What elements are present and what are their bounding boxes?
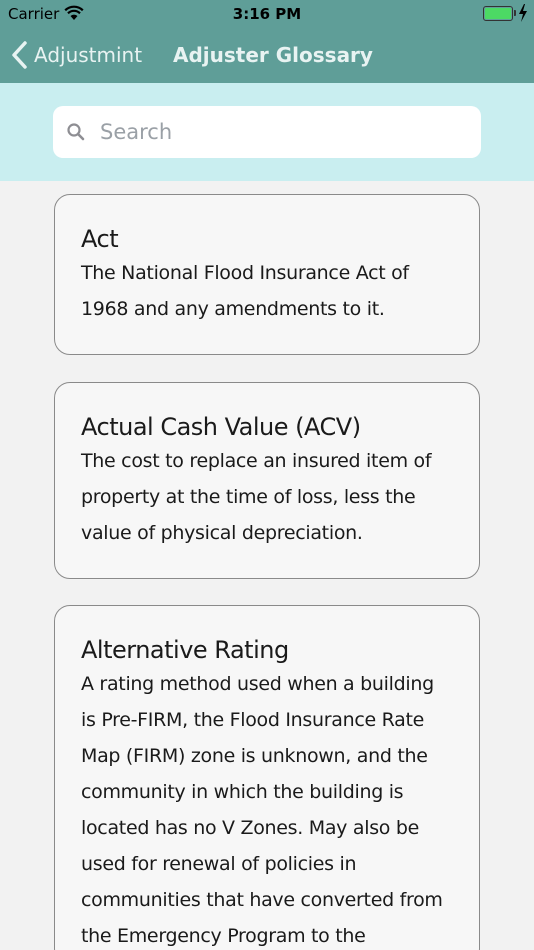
glossary-term: Act	[81, 225, 119, 253]
glossary-definition: The National Flood Insurance Act of 1968 and any amendments to it.	[81, 262, 409, 320]
clock: 3:16 PM	[232, 5, 302, 23]
glossary-term: Alternative Rating	[81, 636, 289, 664]
search-icon	[66, 122, 86, 142]
page-title: Adjuster Glossary	[173, 43, 373, 67]
glossary-card-actual-cash-value[interactable]	[54, 382, 480, 579]
glossary-definition: A rating method used when a building is Pre-FIRM, the Flood Insurance Rate Map (FIRM) zone is unknown, and the community in which the building is located has no V Zones. May also be used for renewal of policies in communities that have converted from the Emergency Program to the	[81, 673, 443, 947]
battery-tip	[514, 10, 516, 16]
glossary-term: Actual Cash Value (ACV)	[81, 413, 361, 441]
chevron-left-icon	[10, 41, 28, 69]
status-bar	[0, 0, 534, 28]
battery-level	[485, 8, 511, 19]
back-button[interactable]	[10, 40, 142, 70]
charging-bolt-icon	[518, 4, 528, 22]
back-label: Adjustmint	[34, 43, 143, 67]
battery-icon	[483, 6, 513, 21]
carrier-label: Carrier	[8, 5, 60, 23]
search-bar[interactable]	[53, 106, 481, 158]
navigation-header	[0, 0, 534, 83]
glossary-card-alternative-rating[interactable]	[54, 605, 480, 950]
search-area	[0, 83, 534, 181]
glossary-definition: The cost to replace an insured item of property at the time of loss, less the value of physical depreciation.	[81, 450, 432, 544]
glossary-card-act[interactable]	[54, 194, 480, 355]
search-input[interactable]	[100, 120, 460, 144]
